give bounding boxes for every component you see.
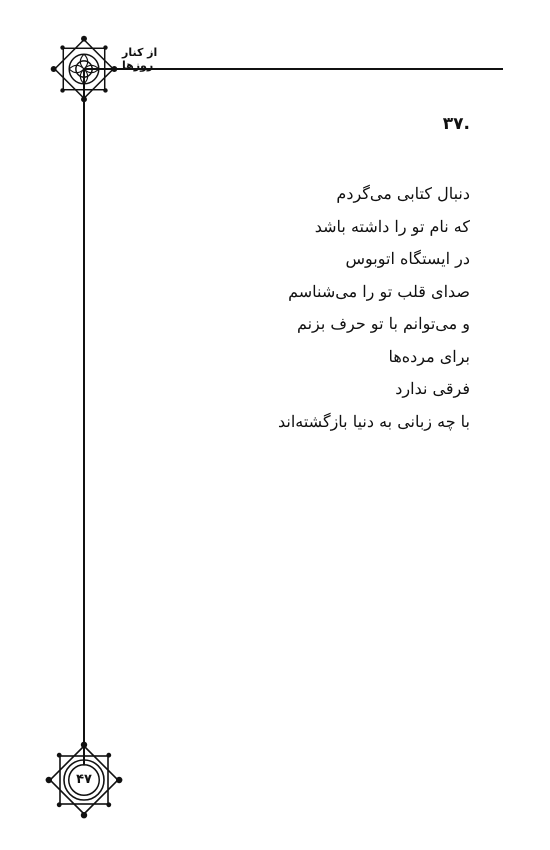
margin-rule (83, 68, 85, 768)
poem-line: و می‌توانم با تو حرف بزنم (296, 314, 470, 333)
poem-line: با چه زبانی به دنیا بازگشته‌اند (277, 411, 470, 431)
poem-number: ۳۷. (442, 114, 470, 134)
running-title: از کنار روزها (122, 46, 158, 72)
poem-line: که نام تو را داشته باشد (314, 216, 470, 236)
poem-line: دنبال کتابی می‌گردم (336, 184, 470, 203)
poem-line: فرقی ندارد (395, 379, 470, 398)
ornament-top-icon (47, 32, 121, 106)
poem-line: در ایستگاه اتوبوس (345, 249, 470, 268)
poem-line: برای مرده‌ها (388, 346, 470, 366)
poem-line: صدای قلب تو را می‌شناسم (288, 281, 470, 301)
page-number: ۴۷ (76, 772, 92, 787)
poem-text (210, 178, 470, 438)
